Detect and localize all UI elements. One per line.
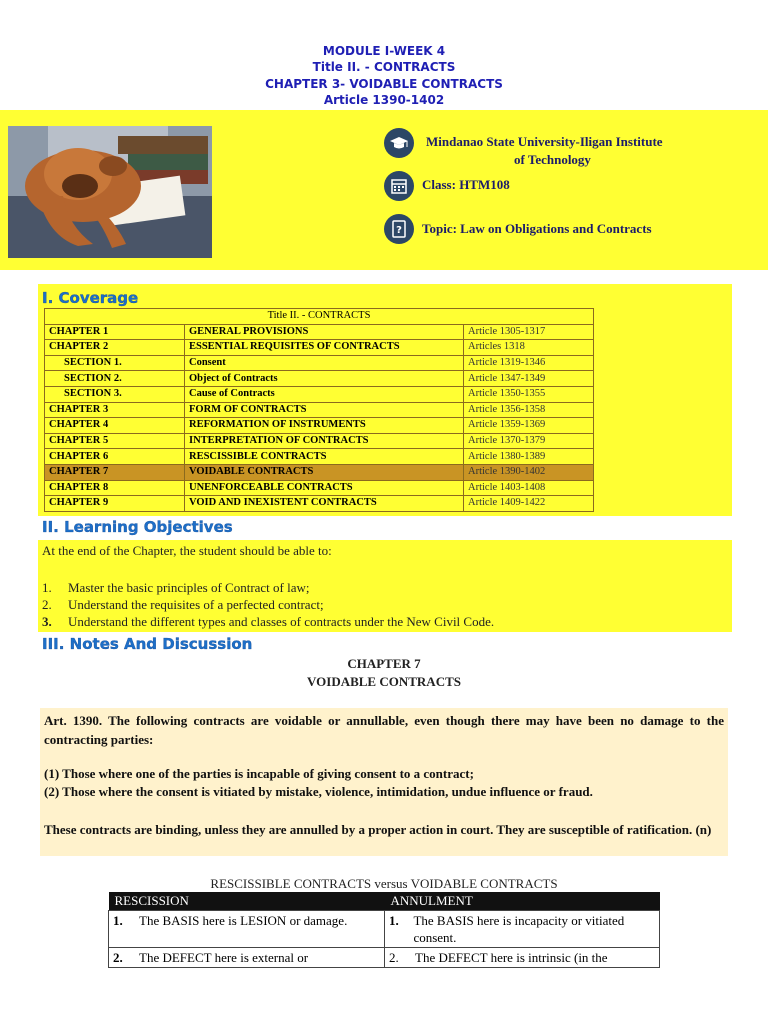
table-row: CHAPTER 6 RESCISSIBLE CONTRACTS Article 1380-1389 (45, 449, 594, 465)
calendar-icon (384, 171, 414, 201)
table-row: CHAPTER 5 INTERPRETATION OF CONTRACTS Article 1370-1379 (45, 433, 594, 449)
coverage-heading: I. Coverage (42, 289, 139, 307)
table-row: CHAPTER 3 FORM OF CONTRACTS Article 1356-1358 (45, 402, 594, 418)
question-icon (384, 214, 414, 244)
chapter-title: CHAPTER 3- VOIDABLE CONTRACTS (265, 77, 503, 91)
table-row: SECTION 3. Cause of Contracts Article 1350-1355 (45, 386, 594, 402)
chapter-label: CHAPTER 7 (347, 656, 421, 671)
coverage-table (44, 308, 594, 512)
notes-heading: III. Notes And Discussion (42, 635, 253, 653)
coverage-table-title: Title II. - CONTRACTS (45, 309, 594, 325)
university-name: Mindanao State University-Iligan Institute (426, 134, 663, 149)
table-row: CHAPTER 4 REFORMATION OF INSTRUMENTS Article 1359-1369 (45, 418, 594, 434)
table-row: CHAPTER 8 UNENFORCEABLE CONTRACTS Article 1403-1408 (45, 480, 594, 496)
graduation-cap-icon (384, 128, 414, 158)
col-annulment: ANNULMENT (385, 892, 660, 911)
objectives-intro: At the end of the Chapter, the student should be able to: (42, 543, 332, 558)
comparison-title: RESCISSIBLE CONTRACTS versus VOIDABLE CONTRACTS (210, 876, 558, 891)
table-row: CHAPTER 9 VOID AND INEXISTENT CONTRACTS Article 1409-1422 (45, 496, 594, 512)
article-item-1: (1) Those where one of the parties is incapable of giving consent to a contract; (44, 766, 474, 781)
sleeping-dog-photo (8, 126, 212, 258)
module-week-title: MODULE I-WEEK 4 (322, 44, 446, 58)
table-row: CHAPTER 1 GENERAL PROVISIONS Article 1305-1317 (45, 324, 594, 340)
table-row-highlighted: CHAPTER 7 VOIDABLE CONTRACTS Article 1390-1402 (45, 464, 594, 480)
table-row: SECTION 1. Consent Article 1319-1346 (45, 355, 594, 371)
list-item: 1. Master the basic principles of Contract of law; (42, 580, 310, 595)
article-1390-text: Art. 1390. The following contracts are voidable or annullable, even though there may have been no damage to the contracting parties: (44, 713, 724, 747)
class-label: Class: HTM108 (422, 177, 510, 192)
table-row: CHAPTER 2 ESSENTIAL REQUISITES OF CONTRACTS Articles 1318 (45, 340, 594, 356)
table-row: 2. The DEFECT here is external or 2. The DEFECT here is intrinsic (in the (109, 948, 660, 968)
table-row: SECTION 2. Object of Contracts Article 1347-1349 (45, 371, 594, 387)
col-rescission: RESCISSION (109, 892, 385, 911)
topic-label: Topic: Law on Obligations and Contracts (422, 221, 652, 236)
article-range: Article 1390-1402 (323, 93, 445, 107)
chapter-name: VOIDABLE CONTRACTS (307, 674, 461, 689)
objectives-heading: II. Learning Objectives (42, 518, 233, 536)
title-contracts: Title II. - CONTRACTS (312, 60, 456, 74)
article-item-2: (2) Those where the consent is vitiated by mistake, violence, intimidation, undue influence or fraud. (44, 784, 593, 799)
list-item: 2. Understand the requisites of a perfected contract; (42, 597, 324, 612)
university-name-cont: of Technology (514, 152, 591, 167)
table-row: 1. The BASIS here is LESION or damage. 1. The BASIS here is incapacity or vitiated consent. (109, 911, 660, 948)
article-ratification: These contracts are binding, unless they are annulled by a proper action in court. They are susceptible of ratification. (n) (44, 822, 712, 837)
list-item: 3. Understand the different types and classes of contracts under the New Civil Code. (42, 614, 495, 629)
svg-text:?: ? (396, 225, 402, 236)
comparison-table (108, 892, 660, 968)
